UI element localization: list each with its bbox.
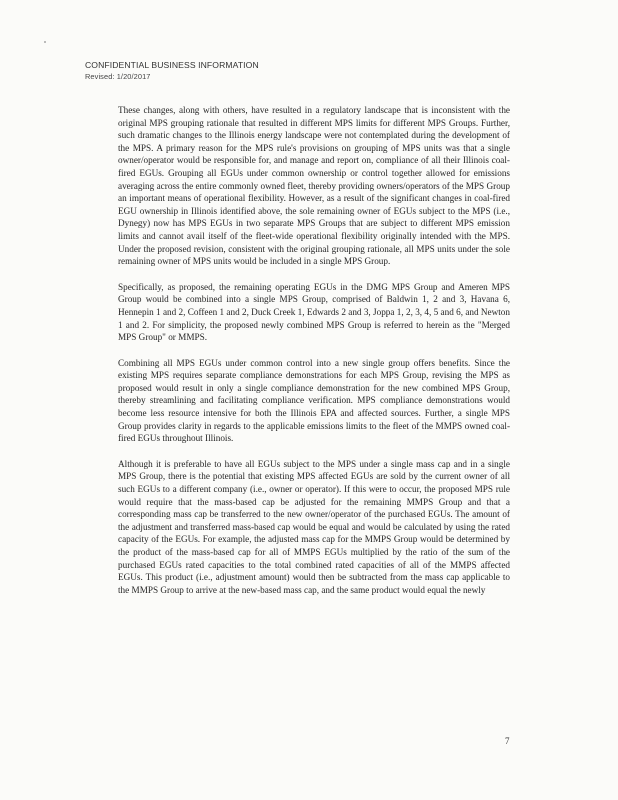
paragraph: Combining all MPS EGUs under common control into a new single group offers benefits. Since the existing MPS requires separate compliance demonstrations for each MPS Group, revising the MPS as proposed would result in only a single compliance demonstration for the new combined MPS Group, thereby streamlining and facilitating compliance verification. MPS compliance demonstrations would become less resource intensive for both the Illinois EPA and affected sources. Further, a single MPS Group provides clarity in regards to the applicable emissions limits to the fleet of the MMPS owned coal-fired EGUs throughout Illinois. bbox=[118, 357, 510, 444]
page-header bbox=[85, 60, 259, 82]
scan-speck bbox=[44, 41, 46, 43]
page-number: 7 bbox=[505, 736, 510, 746]
revised-date: Revised: 1/20/2017 bbox=[85, 72, 151, 81]
paragraph: Specifically, as proposed, the remaining operating EGUs in the DMG MPS Group and Ameren MPS Group would be combined into a single MPS Group, comprised of Baldwin 1, 2 and 3, Havana 6, Hennepin 1 and 2, Coffeen 1 and 2, Duck Creek 1, Edwards 2 and 3, Joppa 1, 2, 3, 4, 5 and 6, and Newton 1 and 2. For simplicity, the proposed newly combined MPS Group is referred to herein as the "Merged MPS Group" or MMPS. bbox=[118, 281, 510, 343]
paragraph: These changes, along with others, have resulted in a regulatory landscape that is inconsistent with the original MPS grouping rationale that resulted in different MPS limits for different MPS Groups. Further, such dramatic changes to the Illinois energy landscape were not contemplated during the development of the MPS. A primary reason for the MPS rule's provisions on grouping of MPS units was that a single owner/operator would be responsible for, and manage and report on, compliance of all their Illinois coal-fired EGUs. Grouping all EGUs under common ownership or control together allowed for emissions averaging across the entire commonly owned fleet, thereby providing owners/operators of the MPS Group an important means of operational flexibility. However, as a result of the significant changes in coal-fired EGU ownership in Illinois identified above, the sole remaining owner of EGUs subject to the MPS (i.e., Dynegy) now has MPS EGUs in two separate MPS Groups that are subject to different MPS emission limits and cannot avail itself of the fleet-wide operational flexibility originally intended with the MPS. Under the proposed revision, consistent with the original grouping rationale, all MPS units under the sole remaining owner of MPS units would be included in a single MPS Group. bbox=[118, 105, 510, 267]
confidential-label: CONFIDENTIAL BUSINESS INFORMATION bbox=[85, 60, 259, 70]
paragraph: Although it is preferable to have all EGUs subject to the MPS under a single mass cap and in a single MPS Group, there is the potential that existing MPS affected EGUs are sold by the current owner of all such EGUs to a different company (i.e., owner or operator). If this were to occur, the proposed MPS rule would require that the mass-based cap be adjusted for the remaining MMPS Group and that a corresponding mass cap be transferred to the new owner/operator of the purchased EGUs. The amount of the adjustment and transferred mass-based cap would be equal and would be calculated by using the rated capacity of the EGUs. For example, the adjusted mass cap for the MMPS Group would be determined by the product of the mass-based cap for all of MMPS EGUs multiplied by the ratio of the sum of the purchased EGUs rated capacities to the total combined rated capacities of all of the MMPS affected EGUs. This product (i.e., adjustment amount) would then be subtracted from the mass cap applicable to the MMPS Group to arrive at the new-based mass cap, and the same product would equal the newly bbox=[118, 458, 510, 595]
body-text bbox=[118, 104, 510, 609]
